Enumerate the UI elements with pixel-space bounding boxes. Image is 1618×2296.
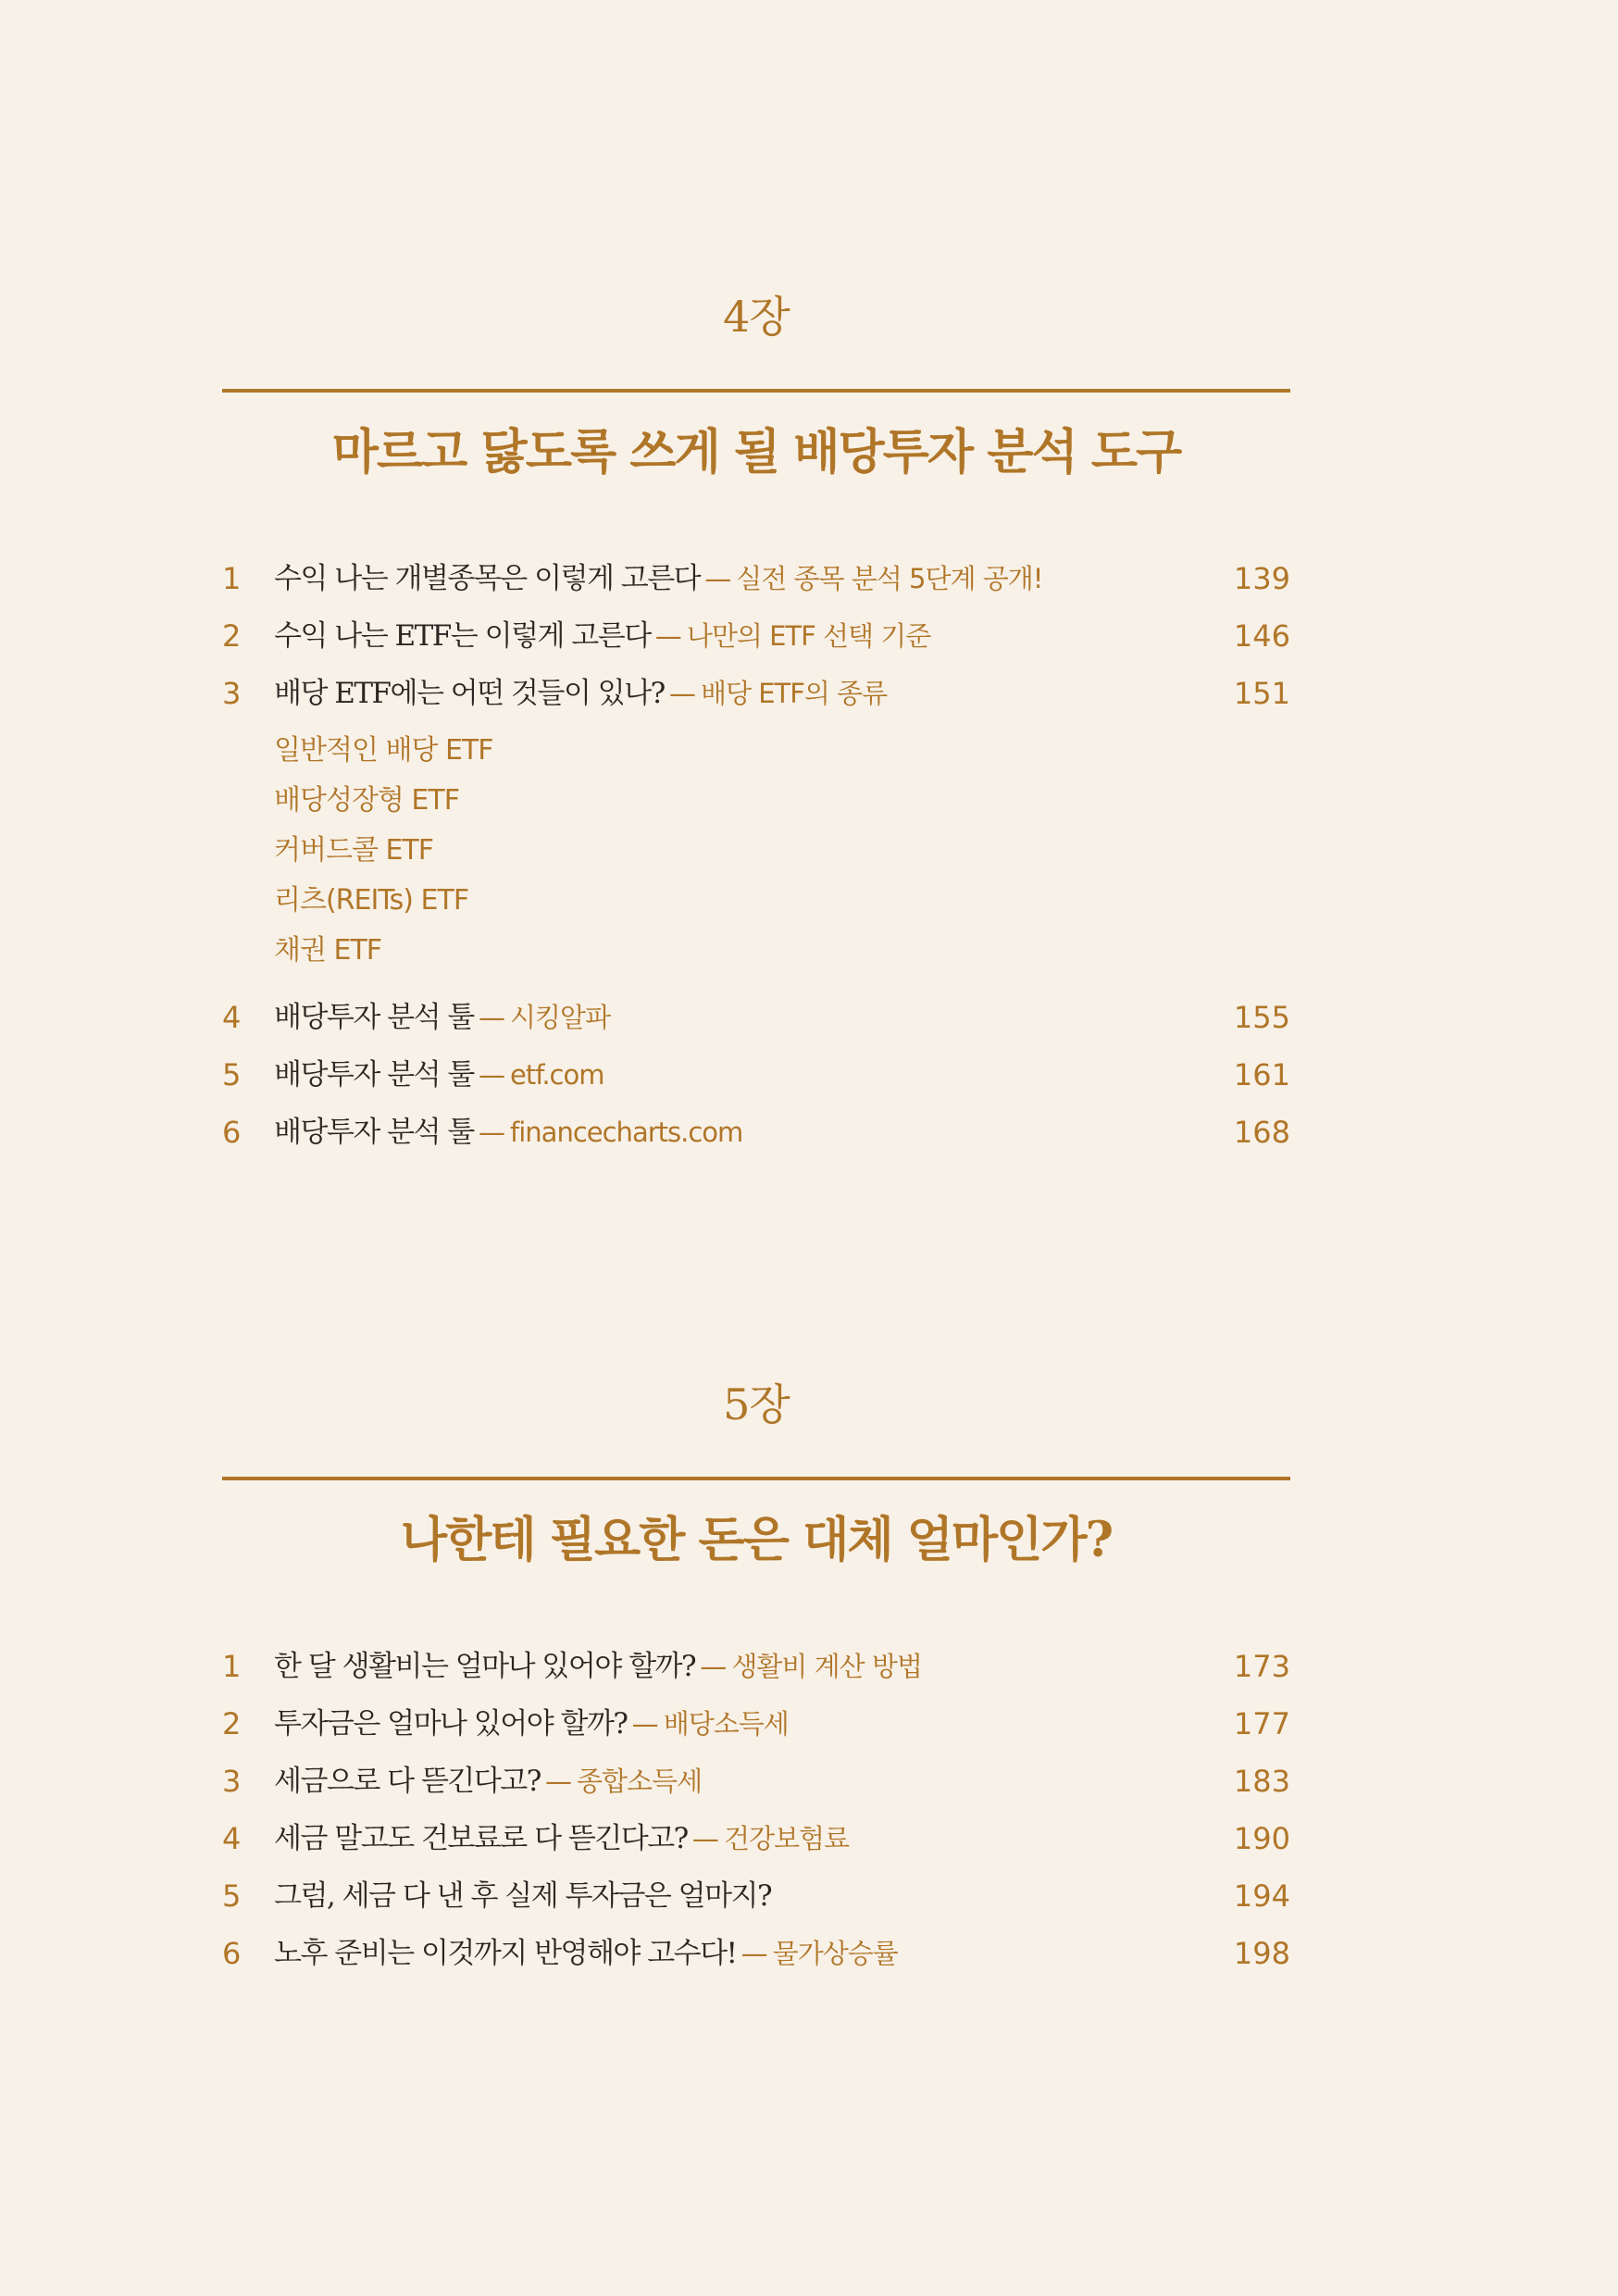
entry-page-number: 194 [1233,1878,1290,1914]
toc-entry[interactable] [222,1046,1290,1104]
toc-entry[interactable] [222,665,1290,722]
chapter-4-label: 4장 [723,292,790,342]
entry-subtitle: 물가상승률 [772,1938,898,1969]
entry-text [274,1925,898,1987]
entry-subtitle: 나만의 ETF 선택 기준 [686,620,931,652]
entry-page-number: 161 [1233,1057,1290,1092]
toc-entry[interactable] [222,550,1290,607]
entry-page-number: 173 [1233,1649,1290,1684]
entry-page-number: 151 [1233,676,1290,711]
entry-separator: — [478,1059,505,1091]
toc-subitem[interactable]: 커버드콜 ETF [274,834,433,867]
entry-title: 배당 ETF에는 어떤 것들이 있나? [274,677,665,710]
chapter-5-section [222,1377,1290,1982]
entry-subtitle: 배당 ETF의 종류 [700,678,888,709]
entry-separator: — [478,1002,505,1033]
entry-title: 노후 준비는 이것까지 반영해야 고수다! [274,1937,737,1970]
entry-text [274,989,610,1051]
entry-title: 투자금은 얼마나 있어야 할까? [274,1707,628,1741]
entry-number: 4 [222,1000,242,1035]
entry-page-number: 168 [1233,1115,1290,1150]
entry-title: 한 달 생활비는 얼마나 있어야 할까? [274,1650,696,1683]
entry-text [274,1046,604,1108]
entry-subtitle: financecharts.com [510,1117,743,1148]
entry-separator: — [668,678,696,709]
chapter-4-section [222,289,1290,1161]
toc-entry[interactable] [222,1753,1290,1810]
chapter-5-label: 5장 [723,1379,790,1429]
entry-text [274,1638,922,1700]
toc-entry[interactable] [222,1638,1290,1695]
entry-subtitle: 실전 종목 분석 5단계 공개! [736,563,1043,594]
chapter-4-divider [222,389,1290,393]
toc-entry[interactable] [222,1925,1290,1982]
entry-text [274,1867,771,1929]
entry-number: 6 [222,1936,242,1971]
entry-title: 세금으로 다 뜯긴다고? [274,1765,541,1798]
toc-subitem[interactable]: 배당성장형 ETF [274,784,459,817]
entry-subtitle: 시킹알파 [510,1002,611,1033]
toc-entry[interactable] [222,1810,1290,1867]
entry-title: 세금 말고도 건보료로 다 뜯긴다고? [274,1822,688,1855]
entry-number: 4 [222,1821,242,1856]
entry-page-number: 190 [1233,1821,1290,1856]
toc-entry[interactable] [222,1104,1290,1161]
entry-separator: — [631,1708,659,1740]
chapter-4-toc [222,550,1290,1161]
toc-subitem[interactable]: 채권 ETF [274,934,382,967]
entry-subtitle: 건강보험료 [723,1823,850,1854]
entry-number: 6 [222,1115,242,1150]
entry-text [274,1753,702,1815]
entry-page-number: 155 [1233,1000,1290,1035]
entry-title: 그럼, 세금 다 낸 후 실제 투자금은 얼마지? [274,1879,772,1913]
chapter-5-toc [222,1638,1290,1982]
toc-entry[interactable] [222,1695,1290,1753]
entry-text [274,1695,789,1757]
entry-page-number: 146 [1233,618,1290,654]
entry-title: 수익 나는 개별종목은 이렇게 고른다 [274,562,701,595]
entry-title: 배당투자 분석 툴 [274,1001,474,1034]
entry-title: 배당투자 분석 툴 [274,1116,474,1149]
entry-page-number: 198 [1233,1936,1290,1971]
entry-subtitle: 배당소득세 [663,1708,789,1740]
entry-subtitle: 생활비 계산 방법 [731,1651,922,1682]
entry-text [274,1104,742,1166]
toc-subitem-list [274,722,1290,989]
entry-number: 3 [222,676,242,711]
toc-entry[interactable] [222,989,1290,1046]
chapter-5-title: 나한테 필요한 돈은 대체 얼마인가? [400,1512,1113,1568]
entry-separator: — [741,1938,768,1969]
entry-number: 2 [222,1706,242,1741]
entry-number: 3 [222,1764,242,1799]
entry-separator: — [544,1766,572,1797]
toc-subitem[interactable]: 리츠(REITs) ETF [274,884,469,917]
toc-entry[interactable] [222,1867,1290,1925]
entry-separator: — [704,563,732,594]
toc-entry[interactable] [222,607,1290,665]
entry-page-number: 177 [1233,1706,1290,1741]
entry-separator: — [654,620,682,652]
entry-subtitle: etf.com [510,1059,604,1091]
entry-number: 5 [222,1878,242,1914]
entry-text [274,1810,849,1872]
toc-subitem[interactable]: 일반적인 배당 ETF [274,734,493,767]
entry-separator: — [691,1823,719,1854]
entry-text [274,665,887,727]
entry-title: 수익 나는 ETF는 이렇게 고른다 [274,619,651,653]
entry-separator: — [700,1651,728,1682]
entry-text [274,607,930,669]
entry-text [274,550,1042,612]
entry-separator: — [478,1117,505,1148]
chapter-5-divider [222,1477,1290,1480]
entry-number: 1 [222,561,242,596]
entry-number: 2 [222,618,242,654]
entry-number: 1 [222,1649,242,1684]
entry-page-number: 139 [1233,561,1290,596]
chapter-4-title: 마르고 닳도록 쓰게 될 배당투자 분석 도구 [331,424,1181,480]
entry-page-number: 183 [1233,1764,1290,1799]
entry-title: 배당투자 분석 툴 [274,1058,474,1092]
entry-number: 5 [222,1057,242,1092]
entry-subtitle: 종합소득세 [577,1766,703,1797]
